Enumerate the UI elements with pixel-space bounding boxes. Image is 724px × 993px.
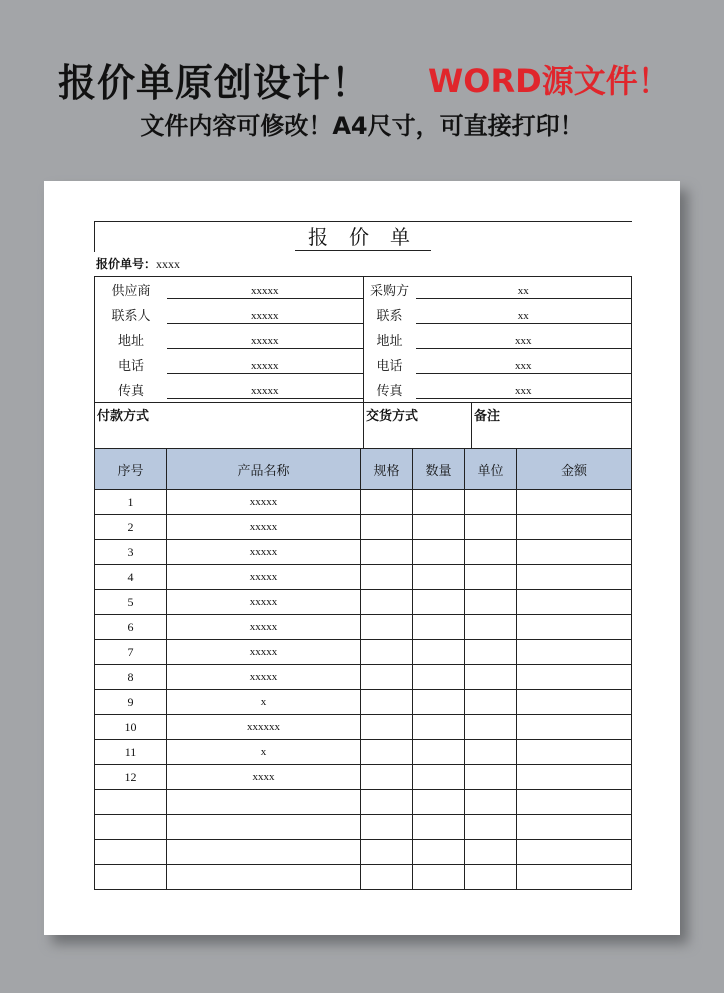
product-name-cell: xxxxx [167,665,361,690]
table-row [95,765,632,790]
table-header [95,449,632,490]
empty-cell [517,490,632,515]
empty-cell [465,865,517,890]
column-header: 数量 [413,449,465,490]
empty-cell [361,540,413,565]
supplier-field-value: xxxxx [167,334,363,349]
buyer-field-value: xxx [416,384,632,399]
product-name-cell: xxxxxx [167,715,361,740]
row-number: 5 [95,590,167,615]
product-name-cell: xxxxx [167,640,361,665]
buyer-field-label: 采购方 [369,284,409,299]
empty-cell [517,640,632,665]
items-table [94,448,632,890]
empty-cell [465,640,517,665]
row-number: 10 [95,715,167,740]
empty-cell [465,565,517,590]
payment-method: 付款方式 [97,409,150,424]
empty-cell [361,615,413,640]
empty-cell [465,690,517,715]
product-name-cell [167,815,361,840]
empty-cell [517,615,632,640]
table-row [95,690,632,715]
empty-cell [465,765,517,790]
empty-cell [465,740,517,765]
buyer-field-label: 传真 [376,384,403,399]
empty-cell [361,490,413,515]
empty-cell [517,715,632,740]
supplier-field-row [95,352,363,377]
empty-cell [465,490,517,515]
supplier-field-label: 供应商 [111,284,151,299]
empty-cell [465,790,517,815]
buyer-field-row [364,327,632,352]
row-number [95,865,167,890]
empty-cell [413,690,465,715]
supplier-field-label: 地址 [117,334,144,349]
empty-cell [465,815,517,840]
empty-cell [361,690,413,715]
table-row [95,615,632,640]
table-row [95,665,632,690]
product-name-cell: xxxxx [167,515,361,540]
empty-cell [465,840,517,865]
supplier-field-value: xxxxx [167,359,363,374]
buyer-field-value: xx [416,309,632,324]
table-row [95,715,632,740]
empty-cell [413,665,465,690]
product-name-cell: x [167,690,361,715]
empty-cell [361,765,413,790]
quote-number-label: 报价单号： [96,257,157,271]
product-name-cell: xxxxx [167,590,361,615]
supplier-field-row [95,377,363,402]
empty-cell [361,840,413,865]
empty-cell [517,765,632,790]
empty-cell [517,840,632,865]
table-row [95,740,632,765]
empty-cell [413,815,465,840]
banner-line-2: 文件内容可修改！A4尺寸，可直接打印！ [140,112,584,140]
banner-headline: 报价单原创设计！ [58,61,371,105]
supplier-field-row [95,302,363,327]
supplier-section [95,277,363,402]
supplier-field-value: xxxxx [167,284,363,299]
column-header: 产品名称 [167,449,361,490]
supplier-field-value: xxxxx [167,384,363,399]
table-row [95,815,632,840]
banner-word-tag: WORD源文件！ [428,62,670,100]
buyer-field-row [364,352,632,377]
empty-cell [413,840,465,865]
banner-line-1 [0,52,724,105]
empty-cell [361,740,413,765]
empty-cell [413,765,465,790]
empty-cell [413,740,465,765]
buyer-field-row [364,377,632,402]
empty-cell [413,640,465,665]
empty-cell [517,540,632,565]
empty-cell [465,665,517,690]
row-number: 3 [95,540,167,565]
table-row [95,865,632,890]
empty-cell [413,615,465,640]
empty-cell [413,715,465,740]
row-number [95,790,167,815]
empty-cell [465,540,517,565]
product-name-cell [167,790,361,815]
delivery-method: 交货方式 [363,403,471,448]
quote-document [94,221,632,890]
empty-cell [517,815,632,840]
empty-cell [465,590,517,615]
empty-cell [413,790,465,815]
product-name-cell: xxxxx [167,565,361,590]
empty-cell [517,515,632,540]
table-row [95,515,632,540]
quote-number-value: xxxx [156,257,181,271]
row-number: 1 [95,490,167,515]
table-row [95,490,632,515]
empty-cell [517,690,632,715]
supplier-field-label: 电话 [117,359,144,374]
row-number: 4 [95,565,167,590]
empty-cell [517,665,632,690]
empty-cell [413,865,465,890]
quote-number [94,252,632,276]
row-number: 9 [95,690,167,715]
empty-cell [465,715,517,740]
table-row [95,840,632,865]
column-header: 单位 [465,449,517,490]
row-number: 8 [95,665,167,690]
product-name-cell [167,840,361,865]
column-header: 规格 [361,449,413,490]
product-name-cell: xxxxx [167,490,361,515]
row-number: 6 [95,615,167,640]
supplier-field-value: xxxxx [167,309,363,324]
title-row [94,221,632,252]
empty-cell [361,815,413,840]
table-row [95,540,632,565]
table-row [95,790,632,815]
empty-cell [413,490,465,515]
buyer-field-label: 联系 [376,309,403,324]
buyer-section [363,277,632,402]
empty-cell [517,790,632,815]
empty-cell [465,615,517,640]
empty-cell [361,790,413,815]
row-number [95,815,167,840]
empty-cell [361,715,413,740]
empty-cell [361,515,413,540]
supplier-field-label: 传真 [117,384,144,399]
column-header: 金额 [517,449,632,490]
column-header: 序号 [95,449,167,490]
buyer-field-label: 电话 [376,359,403,374]
product-name-cell: xxxx [167,765,361,790]
table-row [95,565,632,590]
buyer-field-value: xx [416,284,632,299]
product-name-cell: x [167,740,361,765]
row-number: 2 [95,515,167,540]
row-number: 7 [95,640,167,665]
buyer-field-row [364,302,632,327]
empty-cell [517,865,632,890]
party-info [94,276,632,402]
empty-cell [413,565,465,590]
table-row [95,640,632,665]
empty-cell [361,865,413,890]
row-number: 11 [95,740,167,765]
empty-cell [465,515,517,540]
row-number [95,840,167,865]
product-name-cell: xxxxx [167,540,361,565]
product-name-cell: xxxxx [167,615,361,640]
empty-cell [413,515,465,540]
empty-cell [517,590,632,615]
document-title: 报 价 单 [295,226,431,251]
buyer-field-row [364,277,632,302]
row-number: 12 [95,765,167,790]
empty-cell [361,565,413,590]
supplier-field-row [95,277,363,302]
product-name-cell [167,865,361,890]
buyer-field-value: xxx [416,334,632,349]
empty-cell [361,665,413,690]
buyer-field-value: xxx [416,359,632,374]
empty-cell [361,590,413,615]
terms-row [94,402,632,448]
empty-cell [413,590,465,615]
empty-cell [413,540,465,565]
empty-cell [517,740,632,765]
table-row [95,590,632,615]
supplier-field-label: 联系人 [111,309,151,324]
buyer-field-label: 地址 [376,334,403,349]
empty-cell [361,640,413,665]
supplier-field-row [95,327,363,352]
empty-cell [517,565,632,590]
remarks: 备注 [471,403,631,448]
